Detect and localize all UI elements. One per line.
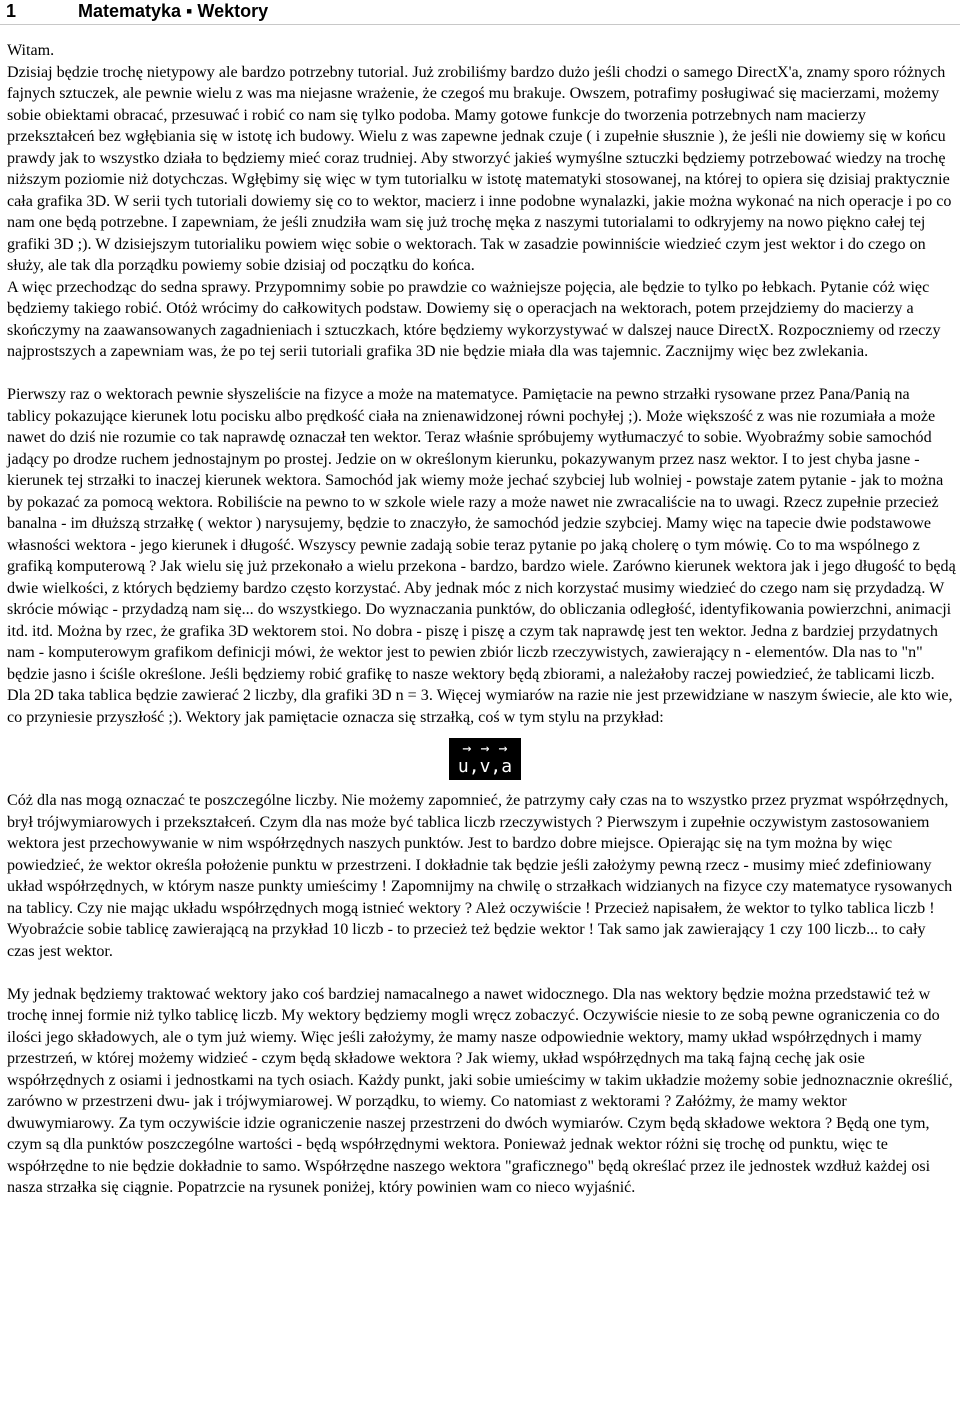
plan-paragraph: A więc przechodząc do sedna sprawy. Przypomnimy sobie po prawdzie co ważniejsze pojęcia, ale będzie to tylko po łebkach. Pytanie cóż więc będziemy takiego robić. Otóż wrócimy do całkowitych podstaw. Dowiemy się o operacjach na wektorach, potem przejdziemy do macierzy a skończymy na zaawansowanych zagadnieniach i sztuczkach, które będziemy wykorzystywać w dalszej nauce DirectX. Rozpoczniemy od rzeczy najprostszych a zapewniam was, że po tej serii tutoriali grafika 3D nie będzie miała dla was tajemnic. Zacznijmy więc bez zwlekania. (7, 278, 941, 360)
chapter-number: 1 (6, 1, 17, 21)
vector-letters: u,v,a (457, 756, 513, 777)
intro-paragraph: Dzisiaj będzie trochę nietypowy ale bardzo potrzebny tutorial. Już zrobiliśmy bardzo dużo jeśli chodzi o samego DirectX'a, znamy sporo różnych fajnych sztuczek, ale pewnie wielu z was ma niejasne wrażenie, że czegoś mu brakuje. Owszem, potrafimy posługiwać się macierzami, możemy sobie obiektami obracać, przesuwać i robić co nam się tylko podoba. Mamy gotowe funkcje do tworzenia potrzebnych nam macierzy przekształceń bez wgłębiania się w istotę ich budowy. Wielu z was zapewne jednak czuje ( i zupełnie słusznie ), że jeśli nie dowiemy się w końcu prawdy jak to wszystko działa to będziemy mieć coraz trudniej. Aby stworzyć jakieś wymyślne sztuczki będziemy potrzebować wiedzy na trochę niższym poziomie niż dotychczas. Wgłębimy się więc w tym tutorialku w istotę matematyki stosowanej, na której to opiera się dzisiaj praktycznie cała grafika 3D. W serii tych tutoriali dowiemy się co to wektor, macierz i inne podobne wynalazki, jakie można wykonać na nich operacje i po co nam one będą potrzebne. I zapewniam, że jeśli znudziła wam się już trochę męka z naszymi tutorialami to odkryjemy na nowo piękno całej tej grafiki 3D ;). W dzisiejszym tutorialiku powiem więc sobie o wektorach. Tak w zasadzie powinniście wiedzieć czym jest wektor i do czego on służy, ale tak dla porządku powiemy sobie dzisiaj od początku do końca. (7, 63, 952, 274)
chapter-title: Matematyka ▪ Wektory (78, 1, 269, 21)
physics-paragraph: Pierwszy raz o wektorach pewnie słyszeliście na fizyce a może na matematyce. Pamiętacie na pewno strzałki rysowane przez Pana/Panią na tablicy pokazujące kierunek lotu pocisku albo prędkość ciała na znienawidzonej równi pochyłej ;). Może większość z was nie rozumiała a może nawet do dziś nie rozumie co tak naprawdę oznaczał ten wektor. Teraz właśnie spróbujemy wytłumaczyć to sobie. Wyobraźmy sobie samochód jadący po drodze ruchem jednostajnym po prostej. Jedzie on w określonym kierunku, pokazywanym przez nasz wektor. I to jest chyba jasne - kierunek tej strzałki to inaczej kierunek wektora. Samochód jak wiemy może jechać szybciej lub wolniej - powstaje zatem pytanie - jak to można by pokazać za pomocą wektora. Robiliście na pewno to w szkole wiele razy a może nawet nie zwracaliście na to uwagi. Rzecz zupełnie przecież banalna - im dłuższą strzałkę ( wektor ) narysujemy, będzie to znaczyło, że samochód jedzie szybciej. Mamy więc na tapecie dwie podstawowe własności wektora - jego kierunek i długość. Wszyscy pewnie zadają sobie teraz pytanie po jaką cholerę o tym mówię. Co to ma wspólnego z grafiką komputerową ? Jak wielu się już przekonało a wielu przekona - bardzo, bardzo wiele. Zarówno kierunek wektora jak i jego długość to będą dwie wielkości, z których będziemy bardzo często korzystać. Aby jednak móc z nich korzystać musimy wiedzieć do czego nam się przydadzą. W skrócie mówiąc - przydadzą nam się... do wszystkiego. Do wyznaczania punktów, do obliczania odległość, identyfikowania powierzchni, animacji itd. itd. Można by rzec, że grafika 3D wektorem stoi. No dobra - piszę i piszę a czym tak naprawdę jest ten wektor. Jedna z bardziej przydatnych nam - komputerowym grafikom definicji mówi, że wektor jest to pewien zbiór liczb rzeczywistych, zawierający n - elementów. Dla nas to "n" będzie jasno i ściśle określone. Jeśli będziemy robić grafikę to nasze wektory będą zbiorami, a należałoby raczej powiedzieć, że tablicami liczb. Dla 2D taka tablica będzie zawierać 2 liczby, dla grafiki 3D n = 3. Więcej wymiarów na razie nie jest przewidziane w naszym świecie, ale kto wie, co przyniesie przyszłość ;). Wektory jak pamiętacie oznacza się strzałką, coś w tym stylu na przykład: (7, 386, 956, 726)
vector-figure (7, 728, 957, 790)
visual-paragraph: My jednak będziemy traktować wektory jako coś bardziej namacalnego a nawet widocznego. Dla nas wektory będzie można przedstawić też w trochę innej formie niż tylko tablicę liczb. My wektory będziemy mogli wręcz zobaczyć. Oczywiście niesie to ze sobą pewne ograniczenia co do ilości jego składowych, ale o tym już wiemy. Więc jeśli założymy, że mamy nasze odpowiednie wektory, mamy układ współrzędnych i mamy przestrzeń, w której możemy widzieć - czym będą składowe wektora ? Jak wiemy, układ współrzędnych ma taką fajną cechę jak osie współrzędnych z osiami i jednostkami na tych osiach. Każdy punkt, jaki sobie umieścimy w takim układzie możemy sobie jednoznacznie określić, zarówno w przestrzeni dwu- jak i trójwymiarowej. W porządku, to wiemy. Co natomiast z wektorami ? Załóżmy, że mamy wektor dwuwymiarowy. Za tym oczywiście idzie ograniczenie naszej przestrzeni do dwóch wymiarów. Czym będą składowe wektora ? Będą one tym, czym są dla punktów poszczególne wartości - będą współrzędnymi wektora. Ponieważ jednak wektor różni się trochę od punktu, więc te współrzędne to nie będzie dokładnie to samo. Współrzędne naszego wektora "graficznego" będą określać przez ile jednostek wzdłuż każdej osi nasza strzałka się ciągnie. Popatrzcie na rysunek poniżej, który powinien wam co nieco wyjaśnić. (7, 985, 953, 1196)
article-body (7, 40, 957, 1199)
paragraph-spacer (7, 363, 957, 385)
paragraph-spacer (7, 962, 957, 984)
page-header (0, 0, 960, 25)
numbers-paragraph: Cóż dla nas mogą oznaczać te poszczególne liczby. Nie możemy zapomnieć, że patrzymy cały czas na to wszystko przez pryzmat współrzędnych, brył trójwymiarowych i przekształceń. Czym dla nas może być tablica liczb rzeczywistych ? Pierwszym i zupełnie oczywistym zastosowaniem wektora jest przechowywanie w nim współrzędnych naszych punktów. Jest to bardzo dobre miejsce. Opierając się na tym można by więc powiedzieć, że wektor określa położenie punktu w przestrzeni. I dokładnie tak będzie jeśli założymy pewną rzecz - musimy mieć zdefiniowany układ współrzędnych, w którym nasze punkty umieścimy ! Zapomnijmy na chwilę o strzałkach widzianych na fizyce czy matematyce rysowanych na tablicy. Czy nie mając układu współrzędnych mogą istnieć wektory ? Ależ oczywiście ! Przecież napisałem, że wektor to tylko tablica liczb ! Wyobraźcie sobie tablicę zawierającą na przykład 10 liczb - to przecież też będzie wektor ! Tak samo jak zawierający 1 czy 100 liczb... to cały czas jest wektor. (7, 792, 953, 960)
vector-notation-image (449, 738, 521, 780)
vector-arrows: → → → (462, 739, 508, 757)
greeting-paragraph: Witam. (7, 42, 55, 59)
